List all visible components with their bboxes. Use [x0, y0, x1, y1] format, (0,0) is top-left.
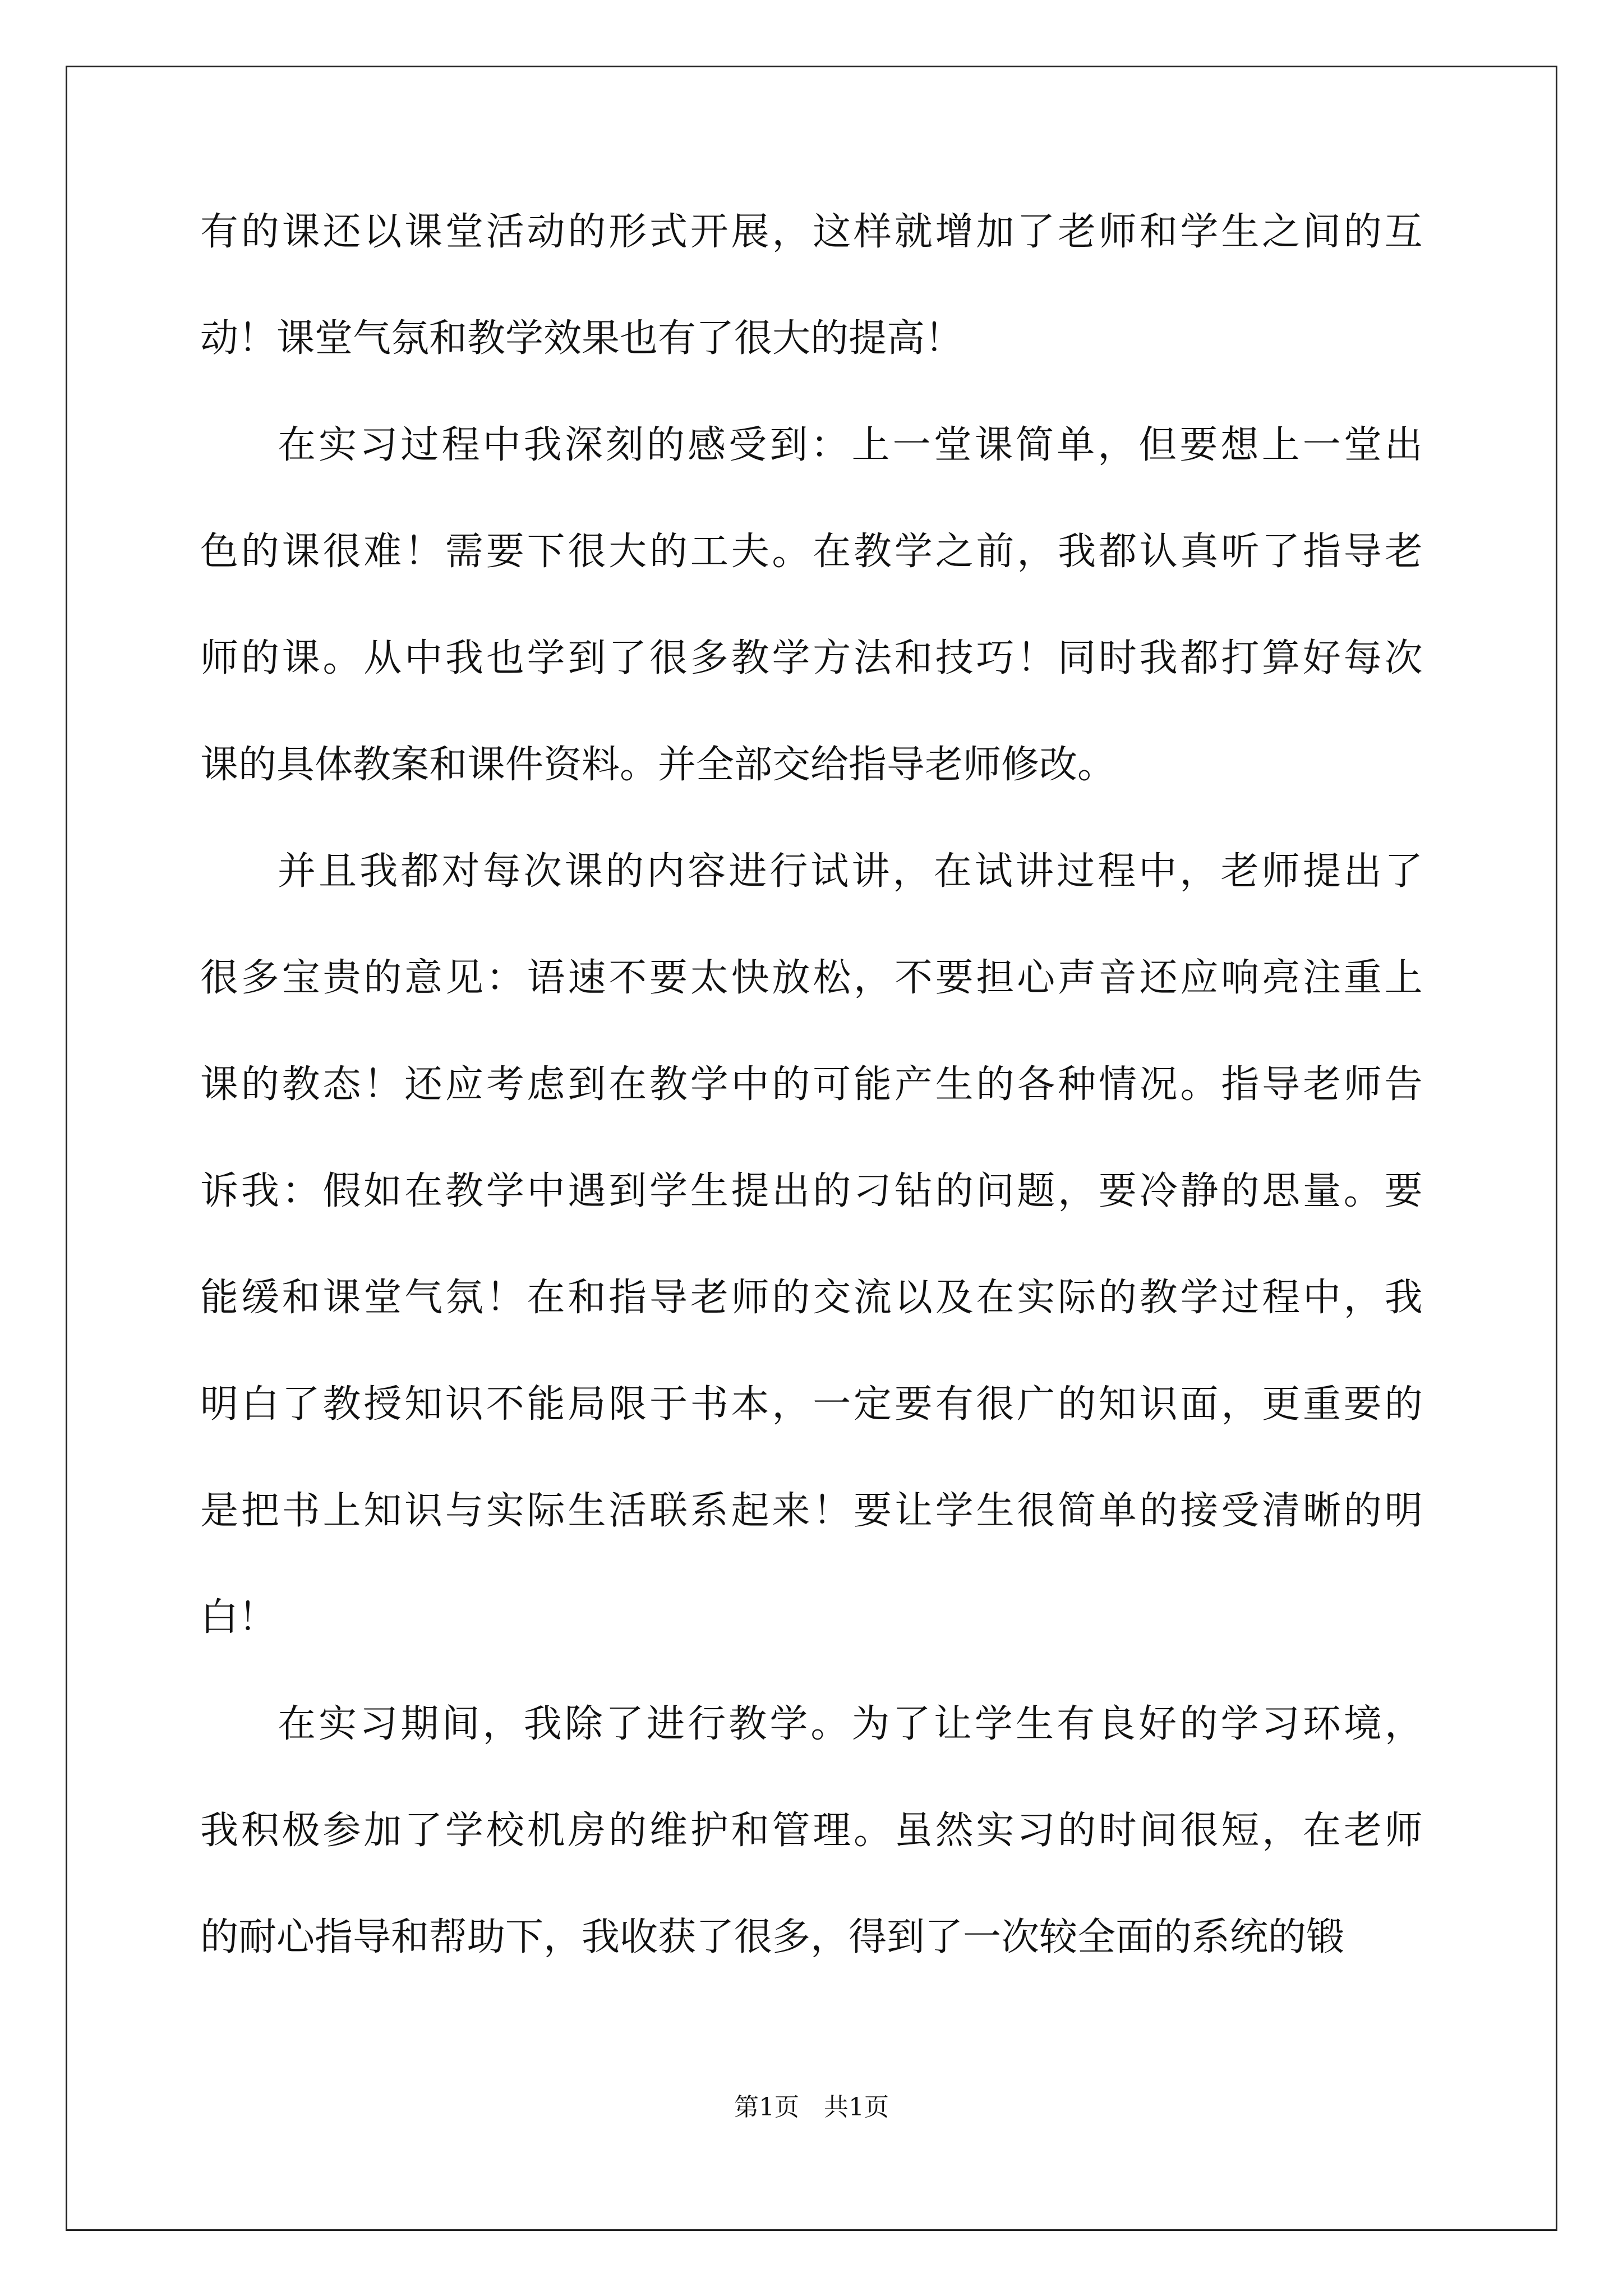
page-footer: 第1页 共1页: [734, 2093, 889, 2122]
text-line: 是 把 书 上 知 识 与 实 际 生 活 联 系 起 来 ！ 要 让 学 生 很 简 单 的 接 受 清 晰 的 明: [200, 1489, 1423, 1533]
text-line: 明 白 了 教 授 知 识 不 能 局 限 于 书 本 ， 一 定 要 有 很 广 的 知 识 面 ， 更 重 要 的: [200, 1382, 1423, 1427]
text-line: 很 多 宝 贵 的 意 见 ： 语 速 不 要 太 快 放 松 ， 不 要 担 心 声 音 还 应 响 亮 注 重 上: [200, 956, 1423, 1000]
text-line: 白！: [200, 1595, 277, 1640]
document-body: [200, 210, 1423, 2025]
text-line: 的耐心指导和帮助下，我收获了很多，得到了一次较全面的系统的锻: [200, 1915, 1345, 1959]
text-line: 有 的 课 还 以 课 堂 活 动 的 形 式 开 展 ， 这 样 就 增 加 了 老 师 和 学 生 之 间 的 互: [200, 210, 1423, 254]
text-line: 动！课堂气氛和教学效果也有了很大的提高！: [200, 316, 963, 361]
text-line: 我 积 极 参 加 了 学 校 机 房 的 维 护 和 管 理 。 虽 然 实 习 的 时 间 很 短 ， 在 老 师: [200, 1809, 1423, 1853]
text-line: 在 实 习 过 程 中 我 深 刻 的 感 受 到 ： 上 一 堂 课 简 单 ， 但 要 想 上 一 堂 出: [278, 423, 1423, 467]
text-line: 能 缓 和 课 堂 气 氛 ！ 在 和 指 导 老 师 的 交 流 以 及 在 实 际 的 教 学 过 程 中 ， 我: [200, 1276, 1423, 1320]
text-line: 诉 我 ： 假 如 在 教 学 中 遇 到 学 生 提 出 的 刁 钻 的 问 题 ， 要 冷 静 的 思 量 。 要: [200, 1169, 1423, 1213]
text-line: 课的具体教案和课件资料。并全部交给指导老师修改。: [200, 743, 1116, 787]
text-line: 并 且 我 都 对 每 次 课 的 内 容 进 行 试 讲 ， 在 试 讲 过 程 中 ， 老 师 提 出 了: [278, 849, 1423, 894]
text-line: 课 的 教 态 ！ 还 应 考 虑 到 在 教 学 中 的 可 能 产 生 的 各 种 情 况 。 指 导 老 师 告: [200, 1062, 1423, 1107]
text-line: 色 的 课 很 难 ！ 需 要 下 很 大 的 工 夫 。 在 教 学 之 前 ， 我 都 认 真 听 了 指 导 老: [200, 530, 1423, 574]
text-line: 在 实 习 期 间 ， 我 除 了 进 行 教 学 。 为 了 让 学 生 有 良 好 的 学 习 环 境 ，: [278, 1702, 1423, 1746]
text-line: 师 的 课 。 从 中 我 也 学 到 了 很 多 教 学 方 法 和 技 巧 ！ 同 时 我 都 打 算 好 每 次: [200, 636, 1423, 680]
